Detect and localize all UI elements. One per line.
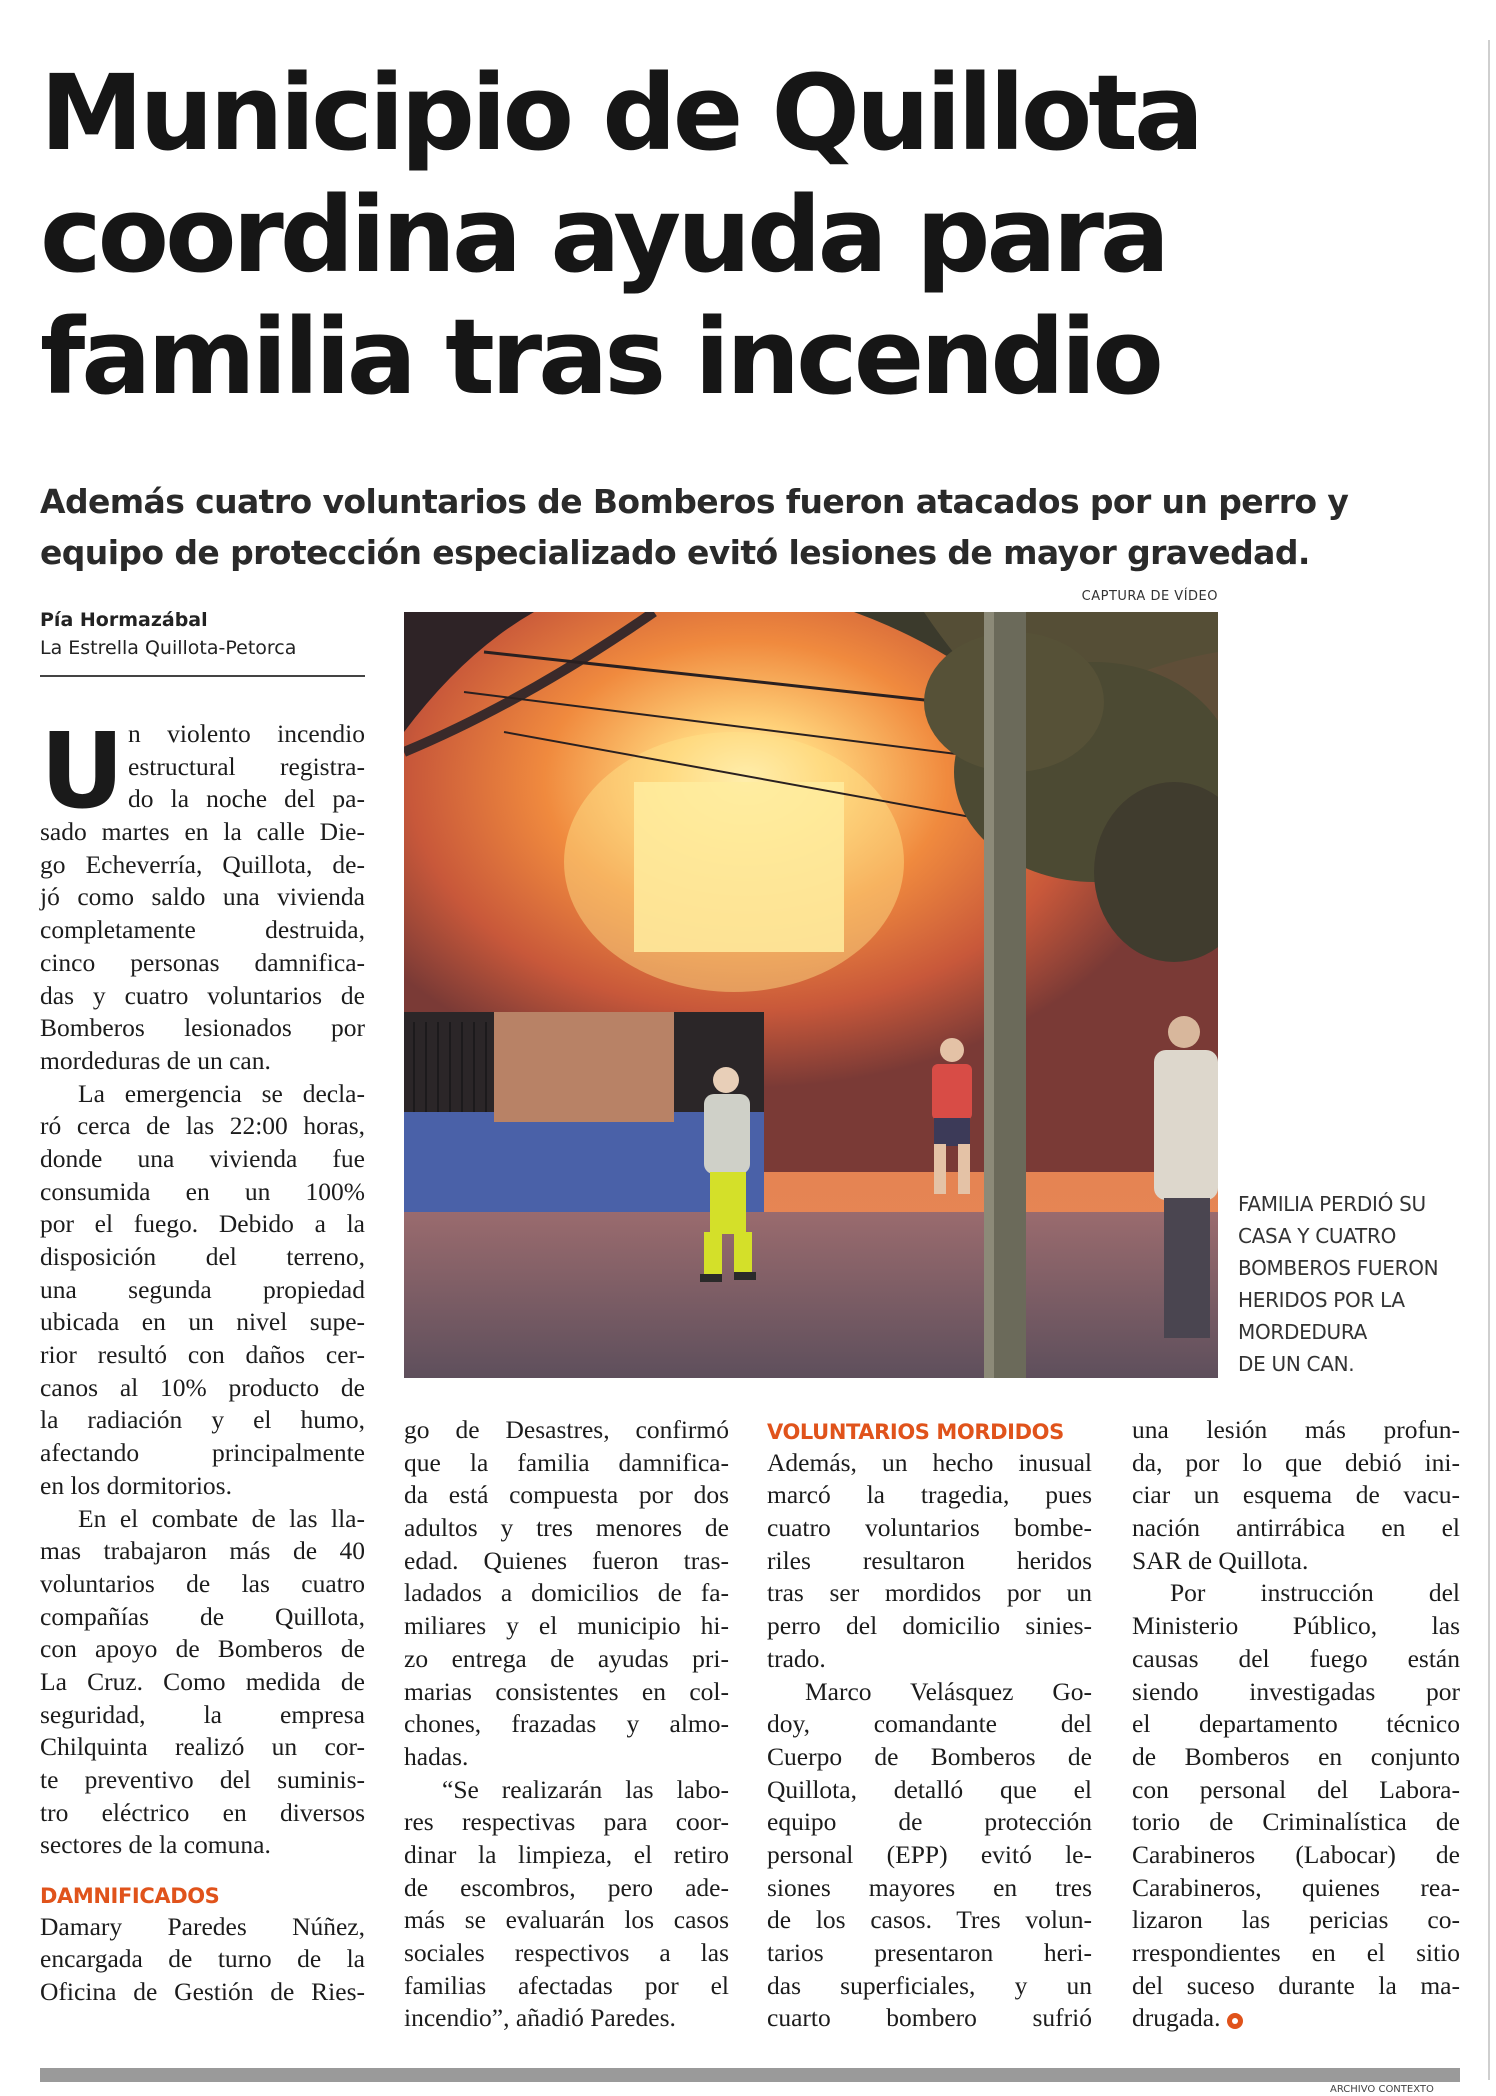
- text-line: voluntarios de las cuatro: [40, 1568, 365, 1598]
- text-line: Marco Velásquez Go-: [805, 1676, 1092, 1706]
- text-line: en los dormitorios.: [40, 1470, 232, 1500]
- text-line: familias afectadas por el: [404, 1970, 729, 2000]
- text-line: La Cruz. Como medida de: [40, 1666, 365, 1696]
- text-line: das y cuatro voluntarios de: [40, 980, 365, 1010]
- text-line: rior resultó con daños cer-: [40, 1340, 365, 1370]
- text-line: SAR de Quillota.: [1132, 1545, 1309, 1575]
- text-line: Damary Paredes Núñez,: [40, 1911, 365, 1941]
- subheadline: [40, 476, 1440, 578]
- article-column-1: [40, 710, 365, 2009]
- column-2-text: [404, 1414, 729, 2035]
- text-line: res respectivas para coor-: [404, 1807, 729, 1837]
- text-line: tras ser mordidos por un: [767, 1578, 1092, 1608]
- caption-line: MORDEDURA: [1238, 1320, 1368, 1344]
- headline-line: Municipio de Quillota: [40, 52, 1201, 174]
- text-line: Oficina de Gestión de Ries-: [40, 1977, 365, 2007]
- text-line: doy, comandante del: [767, 1709, 1092, 1739]
- subheadline-line: equipo de protección especializado evitó lesiones de mayor gravedad.: [40, 533, 1310, 572]
- text-line: donde una vivienda fue: [40, 1143, 365, 1173]
- text-line: La emergencia se decla-: [78, 1078, 365, 1108]
- text-line: siendo investigadas por: [1132, 1676, 1460, 1706]
- text-line: más se evaluarán los casos: [404, 1905, 729, 1935]
- text-line: das superficiales, y un: [767, 1970, 1092, 2000]
- fire-photo: [404, 612, 1218, 1378]
- footer-bar: [40, 2068, 1460, 2082]
- text-line: de escombros, pero ade-: [404, 1872, 729, 1902]
- text-line: lizaron las pericias co-: [1132, 1905, 1460, 1935]
- text-line: Bomberos lesionados por: [40, 1013, 365, 1043]
- text-line: edad. Quienes fueron tras-: [404, 1545, 729, 1575]
- headline-line: coordina ayuda para: [40, 174, 1167, 296]
- text-line: Además, un hecho inusual: [767, 1447, 1092, 1477]
- text-line: chones, frazadas y almo-: [404, 1709, 729, 1739]
- text-line: cuarto bombero sufrió: [767, 2003, 1092, 2033]
- text-line: siones mayores en tres: [767, 1872, 1092, 1902]
- text-line: do la noche del pa-: [128, 784, 365, 814]
- text-line: nación antirrábica en el: [1132, 1513, 1460, 1543]
- text-line: ladados a domicilios de fa-: [404, 1578, 729, 1608]
- text-line: En el combate de las lla-: [78, 1503, 365, 1533]
- text-line: sado martes en la calle Die-: [40, 817, 365, 847]
- text-line: sociales respectivos a las: [404, 1938, 729, 1967]
- page-edge-rule: [1488, 40, 1490, 2080]
- text-line: ró cerca de las 22:00 horas,: [40, 1111, 365, 1141]
- byline-divider: [40, 675, 365, 677]
- column-1-text: [40, 710, 365, 2009]
- article-column-3: [767, 1414, 1092, 2035]
- photo-credit: CAPTURA DE VÍDEO: [1081, 589, 1218, 604]
- text-line: riles resultaron heridos: [767, 1545, 1092, 1575]
- text-line: ubicada en un nivel supe-: [40, 1307, 365, 1337]
- text-line: estructural registra-: [128, 751, 365, 781]
- subheadline-line: Además cuatro voluntarios de Bomberos fueron atacados por un perro y: [40, 482, 1349, 521]
- text-line: disposición del terreno,: [40, 1242, 365, 1271]
- column-3-text: [767, 1447, 1092, 2035]
- text-line: dinar la limpieza, el retiro: [404, 1839, 729, 1869]
- text-line: que la familia damnifica-: [404, 1447, 729, 1477]
- text-line: Carabineros (Labocar) de: [1132, 1839, 1460, 1869]
- text-line: incendio”, añadió Paredes.: [404, 2003, 676, 2033]
- text-line: adultos y tres menores de: [404, 1513, 729, 1543]
- text-line: compañías de Quillota,: [40, 1601, 365, 1631]
- caption-line: DE UN CAN.: [1238, 1352, 1355, 1376]
- text-line: Carabineros, quienes rea-: [1132, 1872, 1460, 1902]
- text-line: da, por lo que debió ini-: [1132, 1447, 1460, 1477]
- text-line: hadas.: [404, 1741, 469, 1771]
- byline-author: Pía Hormazábal: [40, 609, 208, 631]
- text-line: consumida en un 100%: [40, 1176, 365, 1206]
- text-line: miliares y el municipio hi-: [404, 1611, 729, 1641]
- text-line: cuatro voluntarios bombe-: [767, 1513, 1092, 1543]
- text-line: el departamento técnico: [1132, 1709, 1460, 1739]
- photo-caption: [1238, 1188, 1468, 1380]
- caption-line: HERIDOS POR LA: [1238, 1288, 1405, 1312]
- caption-line: FAMILIA PERDIÓ SU: [1238, 1192, 1426, 1216]
- byline-outlet: La Estrella Quillota-Petorca: [40, 637, 297, 659]
- text-line: una segunda propiedad: [40, 1274, 365, 1304]
- text-line: completamente destruida,: [40, 915, 365, 945]
- text-line: por el fuego. Debido a la: [40, 1209, 365, 1239]
- text-line: una lesión más profun-: [1132, 1415, 1460, 1444]
- text-line: go Echeverría, Quillota, de-: [40, 849, 365, 879]
- text-line: ciar un esquema de vacu-: [1132, 1480, 1460, 1510]
- text-line: con personal del Labora-: [1132, 1774, 1460, 1804]
- end-of-article-icon: [1227, 2013, 1243, 2029]
- text-line: de Bomberos en conjunto: [1132, 1741, 1460, 1771]
- text-line: sectores de la comuna.: [40, 1830, 271, 1860]
- text-line: seguridad, la empresa: [40, 1699, 365, 1729]
- text-line: de los casos. Tres volun-: [767, 1905, 1092, 1935]
- text-line: rrespondientes en el sitio: [1132, 1938, 1460, 1967]
- text-line: encargada de turno de la: [40, 1944, 365, 1974]
- text-line: canos al 10% producto de: [40, 1372, 365, 1402]
- drop-cap: U: [40, 710, 125, 832]
- caption-line: BOMBEROS FUERON: [1238, 1256, 1439, 1280]
- headline: [40, 52, 1340, 418]
- text-line: marcó la tragedia, pues: [767, 1480, 1092, 1510]
- text-line: tro eléctrico en diversos: [40, 1797, 365, 1827]
- column-1-continued: [40, 1911, 365, 2009]
- caption-line: CASA Y CUATRO: [1238, 1224, 1397, 1248]
- text-line: go de Desastres, confirmó: [404, 1415, 729, 1444]
- text-line: jó como saldo una vivienda: [40, 882, 365, 912]
- text-line: equipo de protección: [767, 1807, 1092, 1837]
- text-line: Chilquinta realizó un cor-: [40, 1732, 365, 1762]
- text-line: “Se realizarán las labo-: [442, 1774, 729, 1804]
- text-line: personal (EPP) evitó le-: [767, 1839, 1092, 1869]
- text-line: afectando principalmente: [40, 1438, 365, 1468]
- text-line: Por instrucción del: [1170, 1578, 1460, 1608]
- text-line: drugada.: [1132, 2002, 1460, 2035]
- text-line: causas del fuego están: [1132, 1643, 1460, 1673]
- text-line: perro del domicilio sinies-: [767, 1611, 1092, 1641]
- text-line: Cuerpo de Bomberos de: [767, 1741, 1092, 1771]
- column-4-text: [1132, 1414, 1460, 2035]
- text-line: mordeduras de un can.: [40, 1045, 271, 1075]
- text-line: torio de Criminalística de: [1132, 1807, 1460, 1837]
- footer-archive-label: ARCHIVO CONTEXTO: [1330, 2084, 1434, 2095]
- text-line: cinco personas damnifica-: [40, 947, 365, 977]
- section-heading-damnificados: DAMNIFICADOS: [40, 1884, 220, 1909]
- text-line: da está compuesta por dos: [404, 1480, 729, 1510]
- text-line: n violento incendio: [128, 719, 365, 748]
- text-line: mas trabajaron más de 40: [40, 1536, 365, 1566]
- text-line: te preventivo del suminis-: [40, 1765, 365, 1794]
- section-heading-voluntarios: VOLUNTARIOS MORDIDOS: [767, 1420, 1064, 1444]
- text-line: con apoyo de Bomberos de: [40, 1634, 365, 1664]
- headline-line: familia tras incendio: [40, 296, 1160, 418]
- text-line: trado.: [767, 1643, 826, 1673]
- article-column-4: [1132, 1414, 1460, 2035]
- text-line: zo entrega de ayudas pri-: [404, 1643, 729, 1673]
- text-line: Ministerio Público, las: [1132, 1611, 1460, 1641]
- article-column-2: [404, 1414, 729, 2035]
- text-line: marias consistentes en col-: [404, 1676, 729, 1706]
- text-line: la radiación y el humo,: [40, 1405, 365, 1435]
- text-line: del suceso durante la ma-: [1132, 1970, 1460, 2000]
- text-line: Quillota, detalló que el: [767, 1774, 1092, 1804]
- text-line: tarios presentaron heri-: [767, 1938, 1092, 1967]
